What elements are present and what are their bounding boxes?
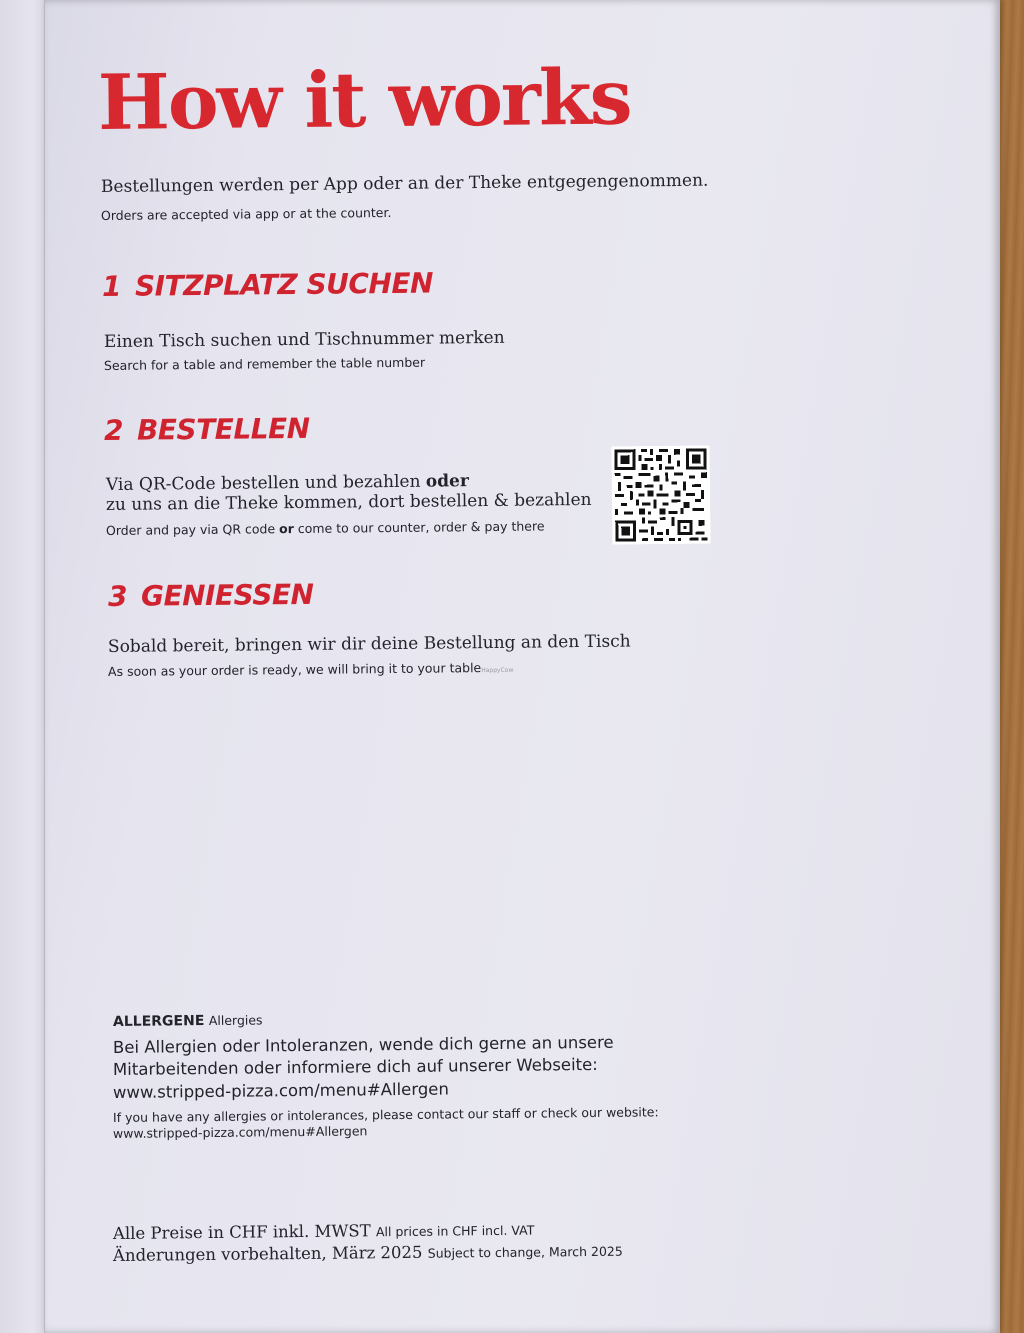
step-3-title: GENIESSEN bbox=[140, 577, 314, 613]
step-2-de-line2: zu uns an die Theke kommen, dort bestellen & bezahlen bbox=[105, 489, 592, 515]
step-3-de: Sobald bereit, bringen wir dir deine Bestellung an den Tisch bbox=[107, 631, 631, 657]
qr-code-icon bbox=[611, 445, 710, 544]
intro-de: Bestellungen werden per App oder an der Theke entgegengenommen. bbox=[100, 170, 709, 197]
footer-prices-de: Alle Preise in CHF inkl. MWST bbox=[112, 1221, 371, 1243]
step-1-en: Search for a table and remember the table number bbox=[103, 354, 426, 373]
step-1-de: Einen Tisch suchen und Tischnummer merken bbox=[103, 327, 505, 352]
step-2-de-or: oder bbox=[425, 471, 469, 492]
step-2-en-end: come to our counter, order & pay there bbox=[297, 518, 545, 536]
step-2-de-line1-text: Via QR-Code bestellen und bezahlen bbox=[105, 471, 421, 495]
footer-changes-en: Subject to change, March 2025 bbox=[427, 1243, 623, 1261]
intro-en: Orders are accepted via app or at the counter. bbox=[100, 204, 392, 223]
happycow-watermark: HappyCow bbox=[481, 666, 514, 675]
step-2-en-or: or bbox=[279, 521, 294, 537]
footer-changes-de: Änderungen vorbehalten, März 2025 bbox=[112, 1242, 423, 1265]
step-2-heading bbox=[104, 412, 310, 447]
step-1-title: SITZPLATZ SUCHEN bbox=[134, 266, 434, 303]
allergens-de-line1: Bei Allergien oder Intoleranzen, wende dich gerne an unsere bbox=[112, 1032, 614, 1057]
step-3-number: 3 bbox=[107, 579, 128, 613]
step-2-en-start: Order and pay via QR code bbox=[105, 521, 276, 538]
step-1-number: 1 bbox=[101, 269, 122, 303]
step-3-en-text: As soon as your order is ready, we will bring it to your table bbox=[107, 660, 482, 679]
allergens-de-url[interactable]: www.stripped-pizza.com/menu#Allergen bbox=[112, 1079, 449, 1102]
allergens-heading-de: ALLERGENE bbox=[112, 1013, 205, 1030]
step-3-heading bbox=[108, 578, 314, 613]
step-2-title: BESTELLEN bbox=[136, 411, 310, 447]
footer-prices-en: All prices in CHF incl. VAT bbox=[375, 1222, 535, 1240]
allergens-heading-en: Allergies bbox=[208, 1012, 263, 1028]
step-1-heading bbox=[102, 267, 433, 303]
step-2-number: 2 bbox=[103, 413, 124, 447]
allergens-en-url[interactable]: www.stripped-pizza.com/menu#Allergen bbox=[112, 1123, 368, 1141]
allergens-en-line1: If you have any allergies or intolerances, please contact our staff or check our website: bbox=[112, 1104, 659, 1125]
order-qr-code[interactable] bbox=[611, 445, 710, 544]
allergens-de-line2: Mitarbeitenden oder informiere dich auf unserer Webseite: bbox=[112, 1054, 598, 1079]
allergens-heading bbox=[113, 1012, 263, 1030]
page-title: How it works bbox=[97, 52, 631, 147]
